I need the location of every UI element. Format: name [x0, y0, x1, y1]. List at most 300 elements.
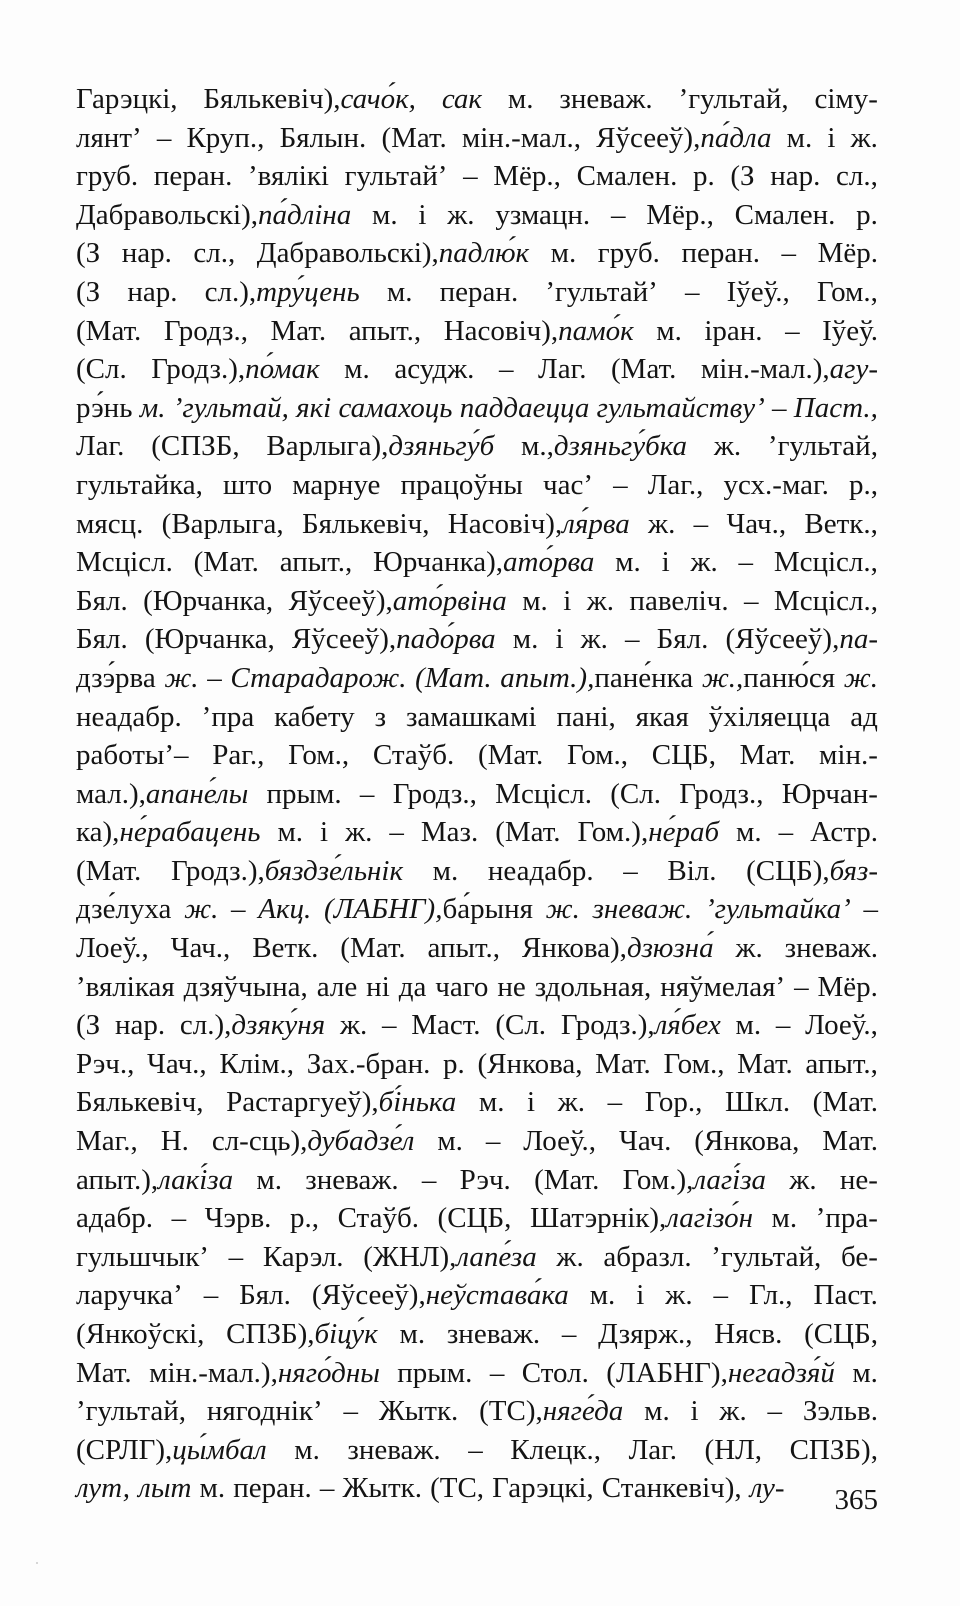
- word: Смален.: [576, 160, 678, 193]
- word: што: [223, 468, 273, 501]
- word: Маз.: [420, 816, 479, 849]
- text-line: [76, 929, 878, 968]
- word: ж.: [735, 932, 763, 965]
- word: ларучка’: [76, 1279, 183, 1312]
- word: рэ́нь: [76, 391, 133, 424]
- word-group: [500, 659, 693, 698]
- word: м.: [432, 854, 459, 887]
- word: –: [468, 1433, 483, 1466]
- word: –: [171, 1202, 187, 1235]
- word: Дабравольскі),: [256, 237, 439, 270]
- word: зневаж.: [784, 932, 878, 965]
- text-line: [76, 196, 878, 235]
- headword: агу-: [829, 353, 878, 386]
- word-group: [76, 813, 260, 852]
- word: (Мат.: [381, 121, 447, 154]
- word: (ЛАБНГ),: [606, 1356, 728, 1389]
- word-group: [702, 659, 835, 698]
- text-line: [76, 1469, 878, 1508]
- word: Янкова),: [521, 932, 627, 965]
- text-line: [76, 1006, 878, 1045]
- word: Рэч.: [459, 1163, 511, 1196]
- word: (Янкоўскі,: [76, 1318, 205, 1350]
- word: Яўсееў),: [596, 121, 701, 154]
- headword: бі́нька: [378, 1086, 457, 1119]
- word-group: [226, 1083, 456, 1122]
- word: (ЖНЛ),: [363, 1240, 457, 1273]
- word: м.: [199, 1472, 226, 1505]
- word: Насовіч),: [443, 314, 559, 347]
- word: Паст.: [813, 1279, 878, 1312]
- word: –: [744, 584, 759, 617]
- word: м.: [522, 584, 548, 617]
- word: Лоеў.,: [523, 1125, 597, 1158]
- word: перан.: [681, 237, 761, 270]
- word: ад: [850, 700, 878, 733]
- word: Клім.,: [219, 1047, 295, 1080]
- text-line: [76, 1392, 878, 1431]
- headword: ж.: [164, 661, 199, 694]
- headword: –: [231, 893, 246, 926]
- word: (Варлыга,: [161, 507, 284, 540]
- headword: –: [863, 893, 878, 926]
- word: апыт.,: [279, 546, 353, 579]
- word: мін.-: [819, 739, 878, 772]
- word: –: [625, 623, 640, 656]
- word: нар.: [127, 275, 178, 308]
- headword: дзяку́ня: [231, 1009, 326, 1042]
- word: (З: [76, 237, 101, 270]
- word: і: [690, 1395, 699, 1428]
- word: але: [316, 970, 358, 1003]
- word: апыт.),: [76, 1163, 159, 1196]
- headword: лапе́за: [456, 1240, 537, 1273]
- word: працоўны: [400, 468, 523, 501]
- word: дзе́луха: [76, 893, 172, 926]
- text-line: [76, 698, 878, 737]
- word: –: [489, 1356, 505, 1389]
- word-group: [292, 620, 496, 659]
- word-group: [602, 1469, 793, 1508]
- word: м.: [644, 1395, 670, 1428]
- text-line: [76, 505, 878, 544]
- word: (ТС,: [430, 1472, 485, 1505]
- headword: няге́да: [542, 1395, 624, 1428]
- word: чаго: [435, 970, 489, 1003]
- word: Бял.: [76, 623, 128, 656]
- word: (СПЗБ,: [151, 430, 240, 463]
- word: Ветк.: [252, 932, 319, 965]
- text-line: [76, 813, 878, 852]
- word: Чач.,: [726, 507, 787, 540]
- word: ж.: [586, 584, 614, 617]
- word: м.: [344, 353, 370, 386]
- word: Стаўб.: [372, 739, 455, 772]
- headword: апане́лы: [145, 777, 249, 810]
- word: Жытк.: [342, 1472, 422, 1505]
- word: ’гультай,: [767, 430, 878, 463]
- text-line: [76, 659, 878, 698]
- text-line: [76, 775, 878, 814]
- word: перан.: [439, 275, 519, 308]
- word-group: [746, 852, 878, 891]
- word: (Яўсееў),: [311, 1279, 426, 1312]
- text-line: [76, 1161, 878, 1200]
- word: –: [623, 854, 638, 887]
- word: (Мат.: [76, 854, 142, 887]
- headword: ато́рвіна: [392, 584, 507, 617]
- word: неадабр.: [487, 854, 594, 887]
- word: (ТС),: [479, 1395, 543, 1428]
- word: Бялын.: [279, 121, 367, 154]
- word: груб.: [597, 237, 660, 270]
- word: перан.: [153, 160, 233, 193]
- word: адабр.: [76, 1202, 154, 1235]
- word: Смален.: [734, 198, 836, 231]
- headword: по́мак: [245, 353, 320, 386]
- dictionary-text: [76, 80, 878, 1508]
- headword: не́раб: [648, 816, 720, 849]
- word: Растаргуеў),: [226, 1086, 379, 1119]
- headword: самахоць: [338, 391, 453, 424]
- word: Мёр.: [817, 237, 878, 270]
- headword: падо́рва: [396, 623, 496, 656]
- word: ж.: [339, 1009, 368, 1042]
- word: гульшчык’: [76, 1240, 209, 1273]
- word-group: [149, 1354, 380, 1393]
- word: ’пра: [201, 700, 255, 733]
- text-line: [76, 582, 878, 621]
- word: перан.: [233, 1472, 312, 1505]
- word: Нясв.: [714, 1318, 783, 1350]
- word: Віл.: [667, 854, 717, 887]
- word-group: [606, 1354, 835, 1393]
- headword: гультайству’: [596, 391, 765, 424]
- word: Лоеў.,: [805, 1009, 878, 1042]
- headword: падлю́к: [438, 237, 530, 270]
- headword: не́рабацень: [119, 816, 261, 849]
- word-group: [76, 775, 248, 814]
- word: Гарэцкі,: [492, 1472, 594, 1505]
- word: якая: [635, 700, 689, 733]
- word: Мёр.,: [646, 198, 714, 231]
- word: м.: [512, 623, 539, 656]
- word: –: [693, 507, 709, 540]
- word-group: [444, 312, 634, 351]
- word: да: [398, 970, 427, 1003]
- headword: ля́рва: [562, 507, 630, 540]
- word: Мсцісл.: [76, 546, 173, 579]
- word-group: [257, 234, 529, 273]
- word: з: [374, 700, 387, 733]
- word: і: [827, 121, 836, 154]
- word: апыт.,: [805, 1047, 878, 1080]
- word: Рэч.,: [76, 1047, 135, 1080]
- word: ж.: [447, 198, 475, 231]
- word: (З: [76, 275, 101, 308]
- word-group: [561, 1006, 721, 1045]
- word: м.: [736, 816, 762, 849]
- word: –: [778, 816, 794, 849]
- headword: дубадзе́л: [307, 1125, 415, 1158]
- text-line: [76, 543, 878, 582]
- word: Чач.,: [170, 932, 231, 965]
- word: СПЗБ),: [226, 1318, 315, 1350]
- headword: біцу́к: [314, 1318, 378, 1350]
- word: Гродз.,: [163, 314, 248, 347]
- word-group: [324, 890, 533, 929]
- word: Раг.,: [212, 739, 265, 772]
- word: –: [463, 160, 478, 193]
- word: прым.: [266, 777, 342, 810]
- word: м.: [277, 816, 304, 849]
- word: –: [359, 777, 375, 810]
- word: Гродз.),: [151, 353, 246, 386]
- word-group: [578, 813, 720, 852]
- word: Дзярж.,: [598, 1318, 693, 1350]
- word: Станкевіч),: [601, 1472, 742, 1505]
- word: Клецк.,: [510, 1433, 602, 1466]
- word: ж.: [648, 507, 676, 540]
- word: гультай’: [344, 160, 448, 193]
- word: м.: [852, 1356, 878, 1389]
- headword: па́дла: [700, 121, 772, 154]
- word: нар.: [114, 1009, 166, 1042]
- word-group: [596, 119, 771, 158]
- headword: лу-: [749, 1472, 785, 1505]
- text-line: [76, 736, 878, 775]
- text-line: [76, 119, 878, 158]
- word: м.,: [520, 430, 554, 463]
- word: м.: [786, 121, 813, 154]
- text-line: [76, 312, 878, 351]
- word: Юрчанка),: [373, 546, 504, 579]
- word: СЦБ,: [651, 739, 716, 772]
- word: зневаж.: [347, 1433, 441, 1466]
- text-line: [76, 1083, 878, 1122]
- word: і: [418, 198, 427, 231]
- headword: негадзя́й: [727, 1356, 835, 1389]
- word: р.: [443, 1047, 465, 1080]
- scan-speck: [36, 1562, 38, 1564]
- word: Карэл.: [262, 1240, 344, 1273]
- word: нар.: [121, 237, 172, 270]
- word: Іўеў.: [822, 314, 878, 347]
- headword: дзюзна́: [626, 932, 714, 965]
- word: м.: [589, 1279, 616, 1312]
- word: неадабр.: [76, 700, 182, 733]
- word: –: [485, 1125, 501, 1158]
- text-line: [76, 890, 878, 929]
- word: Гом.),: [577, 816, 649, 849]
- word: –: [684, 275, 700, 308]
- headword: –: [207, 661, 222, 694]
- word: Жытк.: [378, 1395, 459, 1428]
- word: Лаг.: [538, 353, 587, 386]
- headword: бяздзе́льнік: [264, 854, 404, 887]
- word: (Яўсееў),: [725, 623, 840, 656]
- word: Мат.: [76, 1356, 132, 1389]
- word-group: [448, 505, 630, 544]
- word: Мсцісл.,: [773, 546, 878, 579]
- word: сл.,: [836, 160, 878, 193]
- headword: лагізо́н: [666, 1202, 753, 1235]
- word: ж.: [690, 546, 718, 579]
- headword: зневаж.: [592, 893, 693, 926]
- word: ж.: [556, 1240, 584, 1273]
- word: і: [661, 546, 670, 579]
- word-group: [363, 1238, 536, 1277]
- word: не-: [839, 1163, 878, 1196]
- text-line: [76, 620, 878, 659]
- text-line: [76, 234, 878, 273]
- headword: лыт: [138, 1472, 192, 1505]
- word: кабету: [274, 700, 355, 733]
- headword: па-: [839, 623, 878, 656]
- word: м.: [735, 1009, 762, 1042]
- word: Яўсееў),: [291, 623, 397, 656]
- word: Мат.: [739, 739, 796, 772]
- word: (З: [76, 1009, 101, 1042]
- word: бе-: [841, 1240, 878, 1273]
- word: Стол.: [521, 1356, 589, 1389]
- word: Бялькевіч,: [301, 507, 430, 540]
- word: (Мат.: [534, 1163, 600, 1196]
- word: ж.: [665, 1279, 693, 1312]
- word: Круп.,: [186, 121, 265, 154]
- word: р.: [692, 160, 715, 193]
- word: мал.),: [76, 777, 146, 810]
- word: Гл.,: [748, 1279, 793, 1312]
- word: Маг.,: [76, 1125, 138, 1158]
- word: м.: [437, 1125, 463, 1158]
- word: Гарэцкі,: [76, 83, 178, 115]
- text-line: [76, 1199, 878, 1238]
- word: Гродз.),: [560, 1009, 655, 1042]
- word: Іўеў.,: [726, 275, 790, 308]
- word: (Юрчанка,: [144, 623, 275, 656]
- word: сл-сць),: [211, 1125, 308, 1158]
- text-line: [76, 1315, 878, 1354]
- word: м.: [399, 1318, 426, 1350]
- headword: (ЛАБНГ),: [323, 893, 443, 926]
- word-group: [212, 1122, 415, 1161]
- word: не: [497, 970, 526, 1003]
- word: Мат.: [822, 1125, 878, 1158]
- word-group: [522, 929, 714, 968]
- word: Чэрв.: [204, 1202, 272, 1235]
- word: асудж.: [394, 353, 475, 386]
- word: ж.: [789, 1163, 817, 1196]
- text-line: [76, 466, 878, 505]
- headword: які: [296, 391, 332, 424]
- word: і: [563, 584, 572, 617]
- word: Мёр.,: [493, 160, 561, 193]
- word: сл.),: [179, 1009, 232, 1042]
- text-line: [76, 1354, 878, 1393]
- word: (Мат.: [495, 816, 561, 849]
- word: р.: [856, 198, 878, 231]
- word: Маст.: [411, 1009, 481, 1042]
- word: абразл.: [603, 1240, 692, 1273]
- word: і: [320, 816, 329, 849]
- word: мін.-мал.,: [461, 121, 581, 154]
- word: Лаг.: [76, 430, 125, 463]
- word: Юрчан-: [781, 777, 878, 810]
- word: марнуе: [292, 468, 381, 501]
- word: ні: [366, 970, 390, 1003]
- word-group: [203, 80, 416, 119]
- text-line: [76, 389, 878, 428]
- headword: –: [772, 391, 787, 424]
- word: (Мат.: [477, 739, 544, 772]
- word: ’вялікі: [248, 160, 329, 193]
- word: СПЗБ),: [789, 1433, 878, 1466]
- word: –: [794, 970, 809, 1003]
- word: Гом.,: [567, 739, 629, 772]
- headword: ж.: [545, 893, 580, 926]
- text-line: [76, 427, 878, 466]
- word: Лаг.,: [647, 468, 704, 501]
- word: Гом.,: [663, 1047, 725, 1080]
- word: Шатэрнік),: [529, 1202, 667, 1235]
- word: нягоднік’: [206, 1395, 323, 1428]
- word: час’: [543, 468, 593, 501]
- text-line: [76, 968, 878, 1007]
- headword: (Мат.: [415, 661, 492, 694]
- text-line: [76, 80, 878, 119]
- word: –: [156, 121, 172, 154]
- headword: няго́дны: [277, 1356, 380, 1389]
- word: –: [781, 237, 797, 270]
- word: –: [785, 314, 800, 347]
- word: –: [738, 546, 754, 579]
- word: і: [527, 1086, 536, 1119]
- word: Чач.: [618, 1125, 672, 1158]
- word-group: [521, 427, 687, 466]
- word: (Сл.: [495, 1009, 547, 1042]
- word: Чач.,: [147, 1047, 207, 1080]
- word: нар.: [770, 160, 821, 193]
- word: Гом.,: [288, 739, 350, 772]
- word: усх.-маг.: [723, 468, 829, 501]
- word: м.: [507, 83, 534, 115]
- word: дзяўчына,: [183, 970, 308, 1003]
- word: і: [555, 623, 564, 656]
- word: зневаж.: [446, 1318, 541, 1350]
- word: м.: [256, 1163, 282, 1196]
- text-line: [76, 157, 878, 196]
- word: работы’–: [76, 739, 189, 772]
- word-group: [623, 1161, 766, 1200]
- word: здольная,: [534, 970, 652, 1003]
- word: Мсцісл.: [495, 777, 592, 810]
- word: Мсцісл.,: [773, 584, 878, 617]
- headword: м.: [139, 391, 166, 424]
- headword: тру́цень: [256, 275, 360, 308]
- word: –: [613, 468, 628, 501]
- word: замашкамі: [405, 700, 537, 733]
- word: мясц.: [76, 507, 144, 540]
- word: р.,: [848, 468, 878, 501]
- word: паню́ся: [743, 661, 836, 694]
- headword: апыт.),: [500, 661, 595, 694]
- word-group: [312, 1276, 569, 1315]
- word: зневаж.: [305, 1163, 399, 1196]
- headword: неўстава́ка: [425, 1279, 569, 1312]
- word: Лаг.: [628, 1433, 677, 1466]
- word: –: [561, 1318, 577, 1350]
